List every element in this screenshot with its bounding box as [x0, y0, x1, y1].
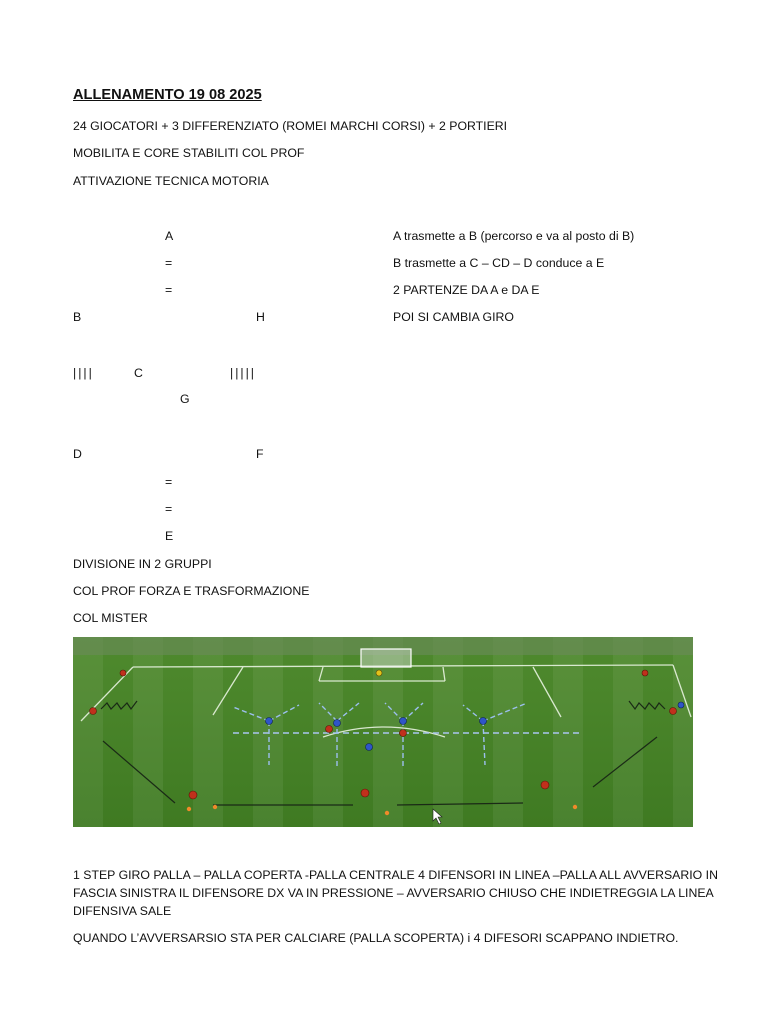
players-line: 24 GIOCATORI + 3 DIFFERENZIATO (ROMEI MARCHI CORSI) + 2 PORTIERI: [73, 119, 508, 133]
player-blue: [480, 718, 487, 725]
player-red: [670, 708, 677, 715]
scheme-label-b: B: [73, 310, 82, 324]
activation-line: ATTIVAZIONE TECNICA MOTORIA: [73, 174, 269, 188]
goal-icon: [361, 649, 411, 667]
scheme-bars-left: ||||: [73, 366, 94, 380]
scheme-equals-3: =: [165, 475, 173, 489]
player-blue: [334, 720, 341, 727]
scheme-label-f: F: [256, 447, 264, 461]
scheme-label-g: G: [180, 392, 190, 406]
cone-icon: [385, 811, 389, 815]
scheme-label-a: A: [165, 229, 174, 243]
scheme-label-e: E: [165, 529, 174, 543]
step-description: 1 STEP GIRO PALLA – PALLA COPERTA -PALLA CENTRALE 4 DIFENSORI IN LINEA –PALLA ALL AVVERSARIO IN FASCIA SINISTRA IL DIFENSORE DX VA IN PRESSIONE – AVVERSARIO CHIUSO CHE INDIETREGGIA LA LINEA DIFENSIVA SALE: [73, 868, 718, 918]
player-red: [361, 789, 369, 797]
player-red: [326, 726, 333, 733]
cone-icon: [573, 805, 577, 809]
scheme-equals-2: =: [165, 283, 173, 297]
scheme-label-c: C: [134, 366, 143, 380]
note-pass-a-b: A trasmette a B (percorso e va al posto di B): [393, 229, 635, 243]
player-blue: [400, 718, 407, 725]
note-starts: 2 PARTENZE DA A e DA E: [393, 283, 540, 297]
training-field-diagram: [73, 637, 693, 827]
goalkeeper: [376, 670, 382, 676]
scheme-equals-4: =: [165, 502, 173, 516]
note-change: POI SI CAMBIA GIRO: [393, 310, 514, 324]
player-red: [120, 670, 126, 676]
scheme-equals-1: =: [165, 256, 173, 270]
player-red: [642, 670, 648, 676]
cone-icon: [213, 805, 217, 809]
player-blue: [266, 718, 273, 725]
section-prof: COL PROF FORZA E TRASFORMAZIONE: [73, 584, 310, 598]
mobility-line: MOBILITA E CORE STABILITI COL PROF: [73, 146, 305, 160]
scheme-label-h: H: [256, 310, 265, 324]
player-red: [541, 781, 549, 789]
player-red: [400, 730, 407, 737]
player-red: [90, 708, 97, 715]
section-mister: COL MISTER: [73, 611, 148, 625]
section-groups: DIVISIONE IN 2 GRUPPI: [73, 557, 212, 571]
note-pass-b-c: B trasmette a C – CD – D conduce a E: [393, 256, 605, 270]
page-title: ALLENAMENTO 19 08 2025: [73, 87, 262, 103]
player-red: [189, 791, 197, 799]
cone-icon: [187, 807, 191, 811]
player-blue: [366, 744, 373, 751]
scheme-label-d: D: [73, 447, 82, 461]
player-blue: [678, 702, 684, 708]
scheme-bars-right: |||||: [230, 366, 256, 380]
uncovered-ball-note: QUANDO L’AVVERSARSIO STA PER CALCIARE (PALLA SCOPERTA) i 4 DIFESORI SCAPPANO INDIETRO.: [73, 931, 679, 945]
